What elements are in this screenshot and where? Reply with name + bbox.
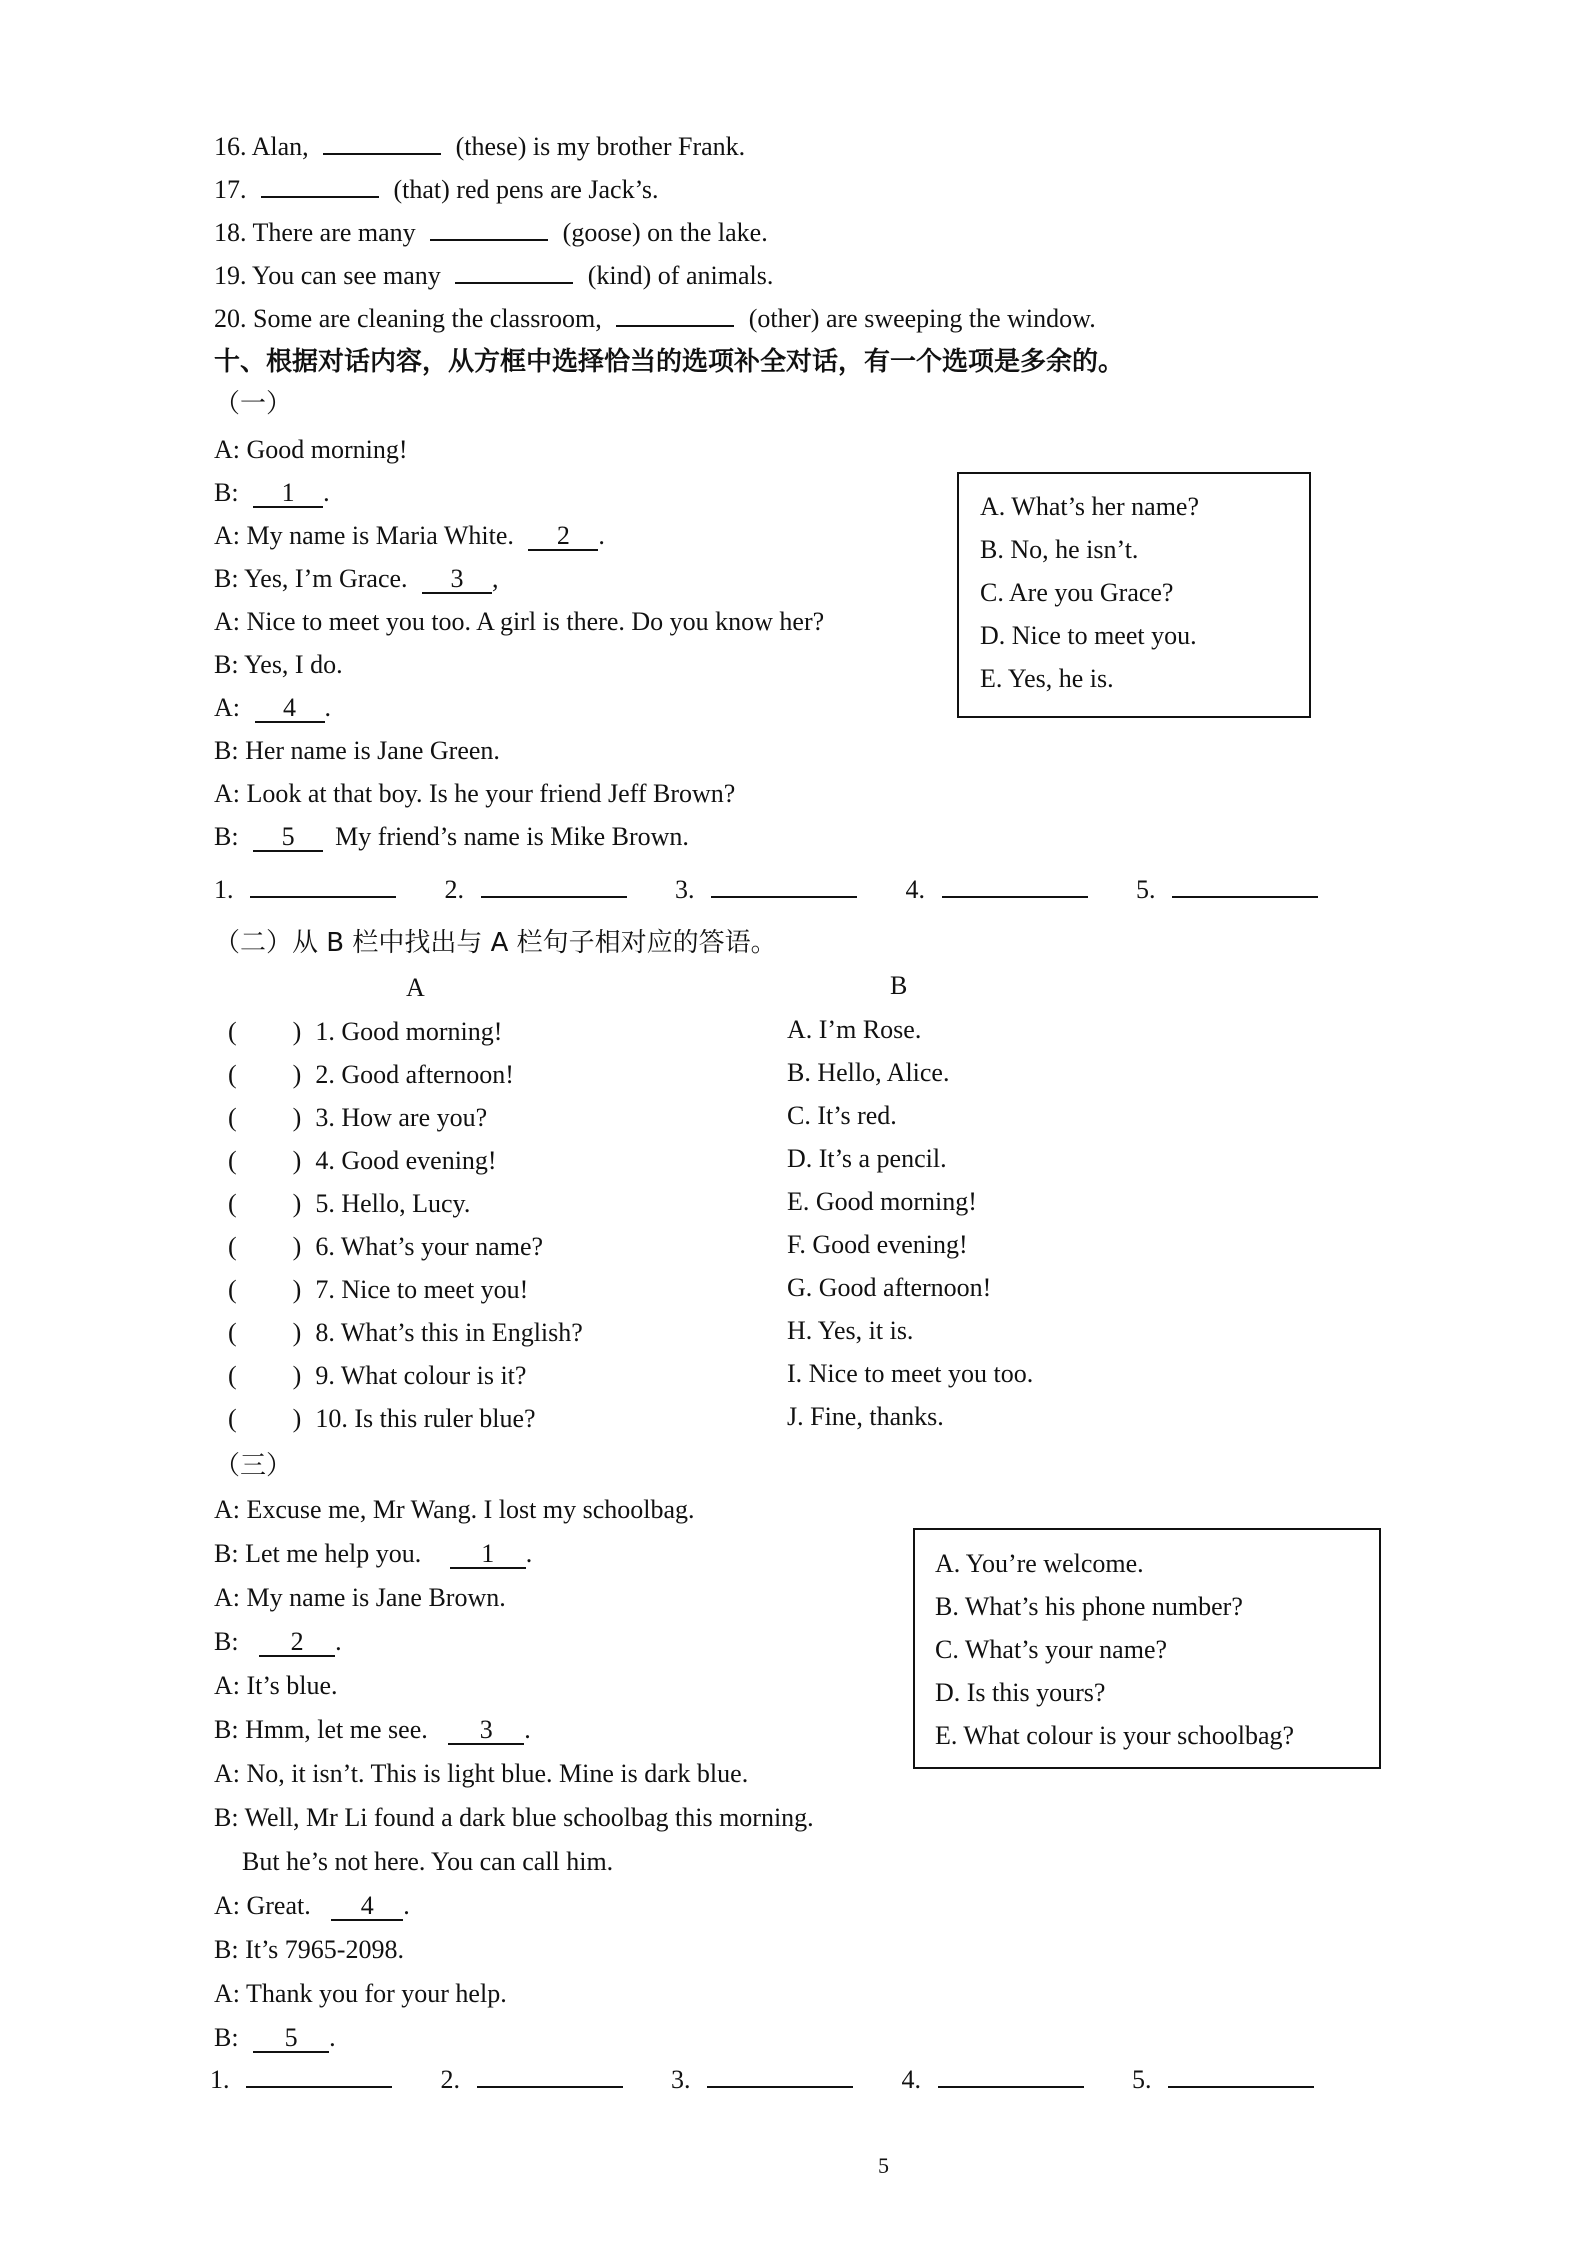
part1-label: （一）	[214, 389, 293, 419]
dialogue-line: B: 5 .	[214, 2023, 336, 2052]
match-item-a	[228, 1360, 526, 1392]
answer-blank[interactable]: 5	[253, 824, 323, 852]
match-item-text: 10. Is this ruler blue?	[315, 1404, 536, 1433]
match-item-a	[228, 1059, 514, 1091]
dialogue-line: A: No, it isn’t. This is light blue. Mine is dark blue.	[214, 1759, 749, 1788]
match-item-b: D. It’s a pencil.	[787, 1144, 947, 1173]
match-item-text: 6. What’s your name?	[315, 1232, 544, 1261]
dialogue-line: A: Look at that boy. Is he your friend Jeff Brown?	[214, 779, 736, 808]
paren-close: )	[292, 1275, 302, 1304]
answer-blank[interactable]: 3	[448, 1717, 524, 1745]
paren-open: (	[228, 1017, 237, 1046]
answer-blank[interactable]	[455, 260, 573, 284]
answer-blank[interactable]: 2	[528, 523, 598, 551]
option-item: A. What’s her name?	[980, 492, 1199, 521]
dialogue-line: B: 5 My friend’s name is Mike Brown.	[214, 822, 689, 851]
dialogue-line: A: Thank you for your help.	[214, 1979, 507, 2008]
fill-item-16	[214, 131, 745, 163]
paren-close: )	[292, 1017, 302, 1046]
answer-blank[interactable]: 1	[450, 1541, 526, 1569]
match-item-text: 7. Nice to meet you!	[315, 1275, 529, 1304]
match-item-a	[228, 1188, 470, 1220]
dialogue-line: B: 1 .	[214, 478, 330, 507]
fill-item-18	[214, 217, 768, 249]
option-item: D. Is this yours?	[935, 1678, 1106, 1707]
paren-open: (	[228, 1060, 237, 1089]
dialogue-line: B: Yes, I’m Grace. 3 ,	[214, 564, 499, 593]
match-item-b: G. Good afternoon!	[787, 1273, 992, 1302]
answer-blank[interactable]	[261, 174, 379, 198]
part3-label: （三）	[214, 1451, 293, 1481]
answer-blank[interactable]: 1	[253, 480, 323, 508]
fill-prefix: 16. Alan,	[214, 132, 309, 161]
answer-blank[interactable]	[938, 2064, 1084, 2088]
answer-blank[interactable]: 2	[259, 1629, 335, 1657]
dialogue-line: A: Great. 4 .	[214, 1891, 410, 1920]
dialogue-line: A: Excuse me, Mr Wang. I lost my schoolbag.	[214, 1495, 695, 1524]
fill-item-17	[214, 174, 658, 206]
match-item-b: H. Yes, it is.	[787, 1316, 914, 1345]
column-a-header: A	[406, 973, 425, 1002]
fill-prefix: 18. There are many	[214, 218, 416, 247]
part2-heading: （二）从 B 栏中找出与 A 栏句子相对应的答语。	[214, 928, 777, 958]
match-item-text: 8. What’s this in English?	[315, 1318, 583, 1347]
answer-blank[interactable]	[250, 874, 396, 898]
match-item-text: 1. Good morning!	[315, 1017, 503, 1046]
answer-blank[interactable]	[707, 2064, 853, 2088]
dialogue-line: B: Her name is Jane Green.	[214, 736, 500, 765]
section-heading: 十、根据对话内容，从方框中选择恰当的选项补全对话，有一个选项是多余的。	[214, 347, 1125, 377]
paren-close: )	[292, 1146, 302, 1175]
match-item-a	[228, 1102, 487, 1134]
paren-close: )	[292, 1060, 302, 1089]
option-item: C. Are you Grace?	[980, 578, 1174, 607]
dialogue-line: A: Nice to meet you too. A girl is there. Do you know her?	[214, 607, 825, 636]
fill-item-20	[214, 303, 1096, 335]
dialogue-line: A: It’s blue.	[214, 1671, 338, 1700]
match-item-b: F. Good evening!	[787, 1230, 968, 1259]
dialogue-line: B: Yes, I do.	[214, 650, 343, 679]
dialogue-line: A: Good morning!	[214, 435, 408, 464]
option-item: D. Nice to meet you.	[980, 621, 1197, 650]
dialogue-line: B: Hmm, let me see. 3 .	[214, 1715, 531, 1744]
dialogue-line: B: Well, Mr Li found a dark blue schoolbag this morning.	[214, 1803, 814, 1832]
dialogue-line: A: 4 .	[214, 693, 331, 722]
paren-close: )	[292, 1232, 302, 1261]
answer-blank[interactable]	[477, 2064, 623, 2088]
match-item-text: 4. Good evening!	[315, 1146, 497, 1175]
match-item-b: I. Nice to meet you too.	[787, 1359, 1034, 1388]
answer-blank[interactable]: 4	[331, 1893, 403, 1921]
dialogue-line: B: 2 .	[214, 1627, 342, 1656]
fill-hint: (kind) of animals.	[587, 261, 774, 290]
paren-open: (	[228, 1361, 237, 1390]
answer-blank[interactable]	[430, 217, 548, 241]
dialogue-line: B: It’s 7965-2098.	[214, 1935, 404, 1964]
paren-close: )	[292, 1404, 302, 1433]
option-item: A. You’re welcome.	[935, 1549, 1144, 1578]
answer-blank[interactable]: 3	[422, 566, 492, 594]
paren-close: )	[292, 1189, 302, 1218]
answer-blank[interactable]	[942, 874, 1088, 898]
paren-open: (	[228, 1318, 237, 1347]
fill-prefix: 19. You can see many	[214, 261, 441, 290]
answer-blank[interactable]	[246, 2064, 392, 2088]
match-item-a	[228, 1403, 536, 1435]
fill-hint: (these) is my brother Frank.	[455, 132, 746, 161]
answer-row: 1. 2. 3. 4. 5.	[210, 2064, 1314, 2096]
answer-row: 1. 2. 3. 4. 5.	[214, 874, 1318, 906]
paren-open: (	[228, 1404, 237, 1433]
answer-blank[interactable]	[323, 131, 441, 155]
dialogue-line: A: My name is Jane Brown.	[214, 1583, 506, 1612]
paren-open: (	[228, 1189, 237, 1218]
answer-blank[interactable]	[711, 874, 857, 898]
option-item: B. No, he isn’t.	[980, 535, 1139, 564]
match-item-a	[228, 1145, 497, 1177]
match-item-a	[228, 1317, 583, 1349]
paren-open: (	[228, 1103, 237, 1132]
paren-open: (	[228, 1275, 237, 1304]
paren-open: (	[228, 1146, 237, 1175]
fill-hint: (other) are sweeping the window.	[748, 304, 1096, 333]
dialogue-line: B: Let me help you. 1 .	[214, 1539, 533, 1568]
match-item-b: C. It’s red.	[787, 1101, 897, 1130]
match-item-a	[228, 1274, 528, 1306]
fill-prefix: 20. Some are cleaning the classroom,	[214, 304, 602, 333]
match-item-a	[228, 1016, 502, 1048]
option-item: B. What’s his phone number?	[935, 1592, 1243, 1621]
match-item-b: B. Hello, Alice.	[787, 1058, 950, 1087]
fill-item-19	[214, 260, 773, 292]
fill-prefix: 17.	[214, 175, 247, 204]
paren-open: (	[228, 1232, 237, 1261]
paren-close: )	[292, 1103, 302, 1132]
match-item-b: E. Good morning!	[787, 1187, 977, 1216]
fill-hint: (that) red pens are Jack’s.	[393, 175, 659, 204]
paren-close: )	[292, 1318, 302, 1347]
match-item-b: J. Fine, thanks.	[787, 1402, 944, 1431]
answer-blank[interactable]	[481, 874, 627, 898]
option-item: E. Yes, he is.	[980, 664, 1114, 693]
match-item-a	[228, 1231, 543, 1263]
answer-blank[interactable]: 5	[253, 2025, 329, 2053]
answer-blank[interactable]	[1168, 2064, 1314, 2088]
option-item: C. What’s your name?	[935, 1635, 1168, 1664]
dialogue-line: But he’s not here. You can call him.	[242, 1847, 614, 1876]
fill-hint: (goose) on the lake.	[562, 218, 768, 247]
answer-blank[interactable]: 4	[255, 695, 325, 723]
match-item-text: 2. Good afternoon!	[315, 1060, 514, 1089]
match-item-b: A. I’m Rose.	[787, 1015, 922, 1044]
dialogue-line: A: My name is Maria White. 2 .	[214, 521, 605, 550]
paren-close: )	[292, 1361, 302, 1390]
match-item-text: 5. Hello, Lucy.	[315, 1189, 471, 1218]
column-b-header: B	[890, 971, 908, 1000]
match-item-text: 9. What colour is it?	[315, 1361, 527, 1390]
page-number: 5	[878, 2153, 889, 2178]
answer-blank[interactable]	[1172, 874, 1318, 898]
answer-blank[interactable]	[616, 303, 734, 327]
option-item: E. What colour is your schoolbag?	[935, 1721, 1295, 1750]
match-item-text: 3. How are you?	[315, 1103, 488, 1132]
